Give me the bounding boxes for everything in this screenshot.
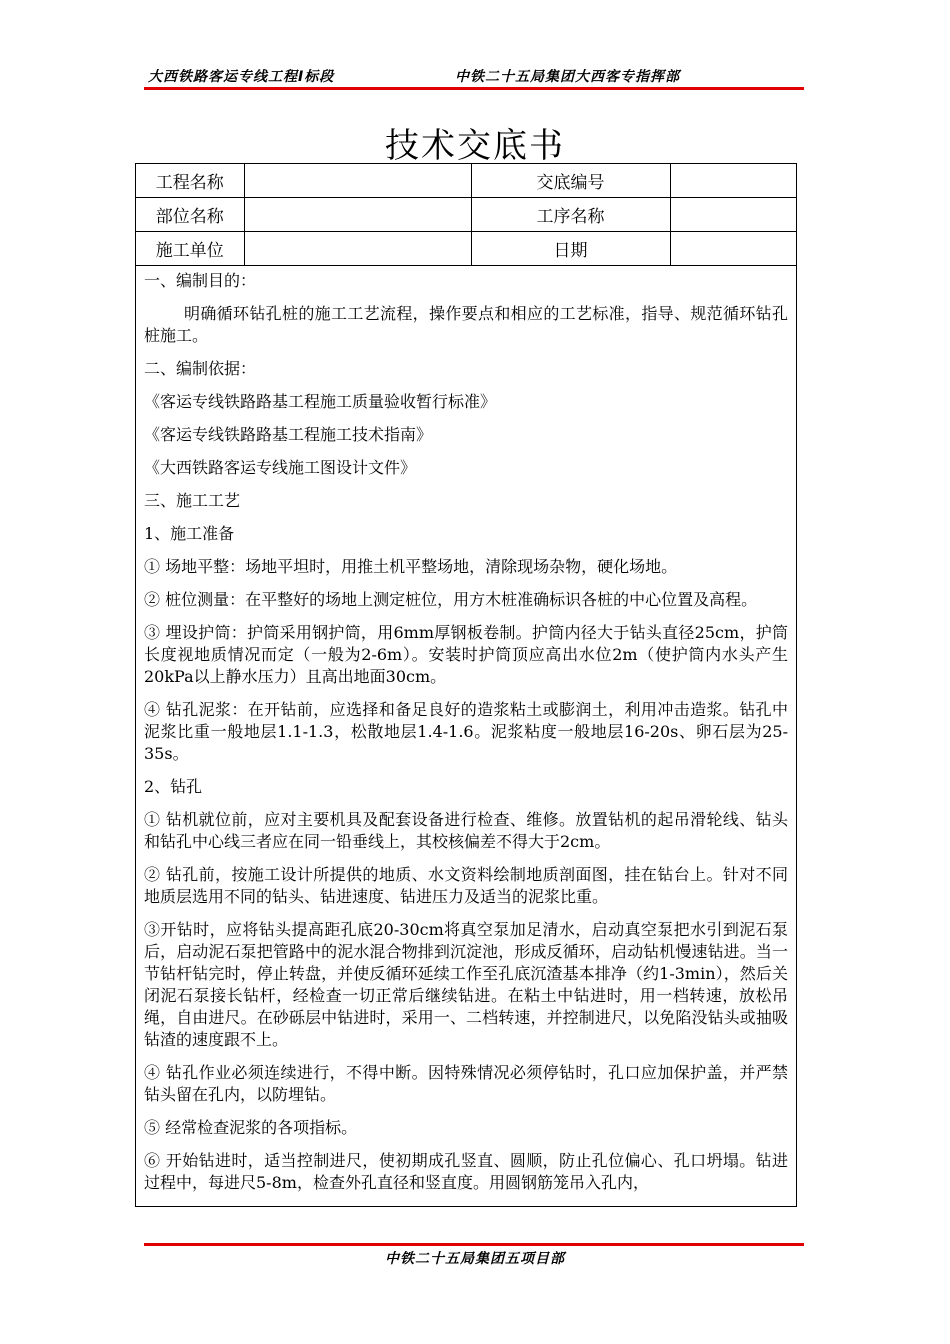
- list-item: ① 场地平整：场地平坦时，用推土机平整场地，清除现场杂物，硬化场地。: [144, 557, 678, 576]
- date-label: 日期: [471, 232, 670, 266]
- subsection-heading: 1、施工准备: [144, 524, 235, 543]
- list-item: ⑤ 经常检查泥浆的各项指标。: [144, 1118, 358, 1137]
- disclosure-no-label: 交底编号: [471, 164, 670, 198]
- info-row-1: [136, 164, 796, 198]
- date-value[interactable]: [670, 232, 796, 266]
- footer-divider: [144, 1243, 804, 1246]
- reference-item: 《客运专线铁路路基工程施工质量验收暂行标准》: [144, 392, 497, 411]
- disclosure-no-value[interactable]: [670, 164, 796, 198]
- document-frame: [135, 163, 797, 1207]
- info-table: [136, 164, 796, 266]
- section-heading: 三、施工工艺: [144, 491, 241, 510]
- list-item: ④ 钻孔作业必须连续进行，不得中断。因特殊情况必须停钻时，孔口应加保护盖，并严禁钻头留在孔内，以防埋钻。: [144, 1063, 788, 1104]
- process-name-value[interactable]: [670, 198, 796, 232]
- part-name-value[interactable]: [244, 198, 471, 232]
- paragraph: 明确循环钻孔桩的施工工艺流程，操作要点和相应的工艺标准，指导、规范循环钻孔桩施工。: [144, 304, 788, 345]
- project-name-value[interactable]: [244, 164, 471, 198]
- construction-unit-value[interactable]: [244, 232, 471, 266]
- list-item: ② 钻孔前，按施工设计所提供的地质、水文资料绘制地质剖面图，挂在钻台上。针对不同地质层选用不同的钻头、钻进速度、钻进压力及适当的泥浆比重。: [144, 865, 788, 906]
- info-row-2: [136, 198, 796, 232]
- header-project-title: 大西铁路客运专线工程Ⅰ标段: [148, 69, 335, 85]
- part-name-label: 部位名称: [136, 198, 244, 232]
- subsection-heading: 2、钻孔: [144, 777, 203, 796]
- reference-item: 《客运专线铁路路基工程施工技术指南》: [144, 425, 433, 444]
- list-item: ② 桩位测量：在平整好的场地上测定桩位，用方木桩准确标识各桩的中心位置及高程。: [144, 590, 758, 609]
- disclosure-content: [136, 266, 796, 1194]
- construction-unit-label: 施工单位: [136, 232, 244, 266]
- list-item: ④ 钻孔泥浆：在开钻前，应选择和备足良好的造浆粘土或膨润土，利用冲击造浆。钻孔中泥浆比重一般地层1.1-1.3，松散地层1.4-1.6。泥浆粘度一般地层16-20s、卵石层为25-35s。: [144, 700, 788, 763]
- project-name-label: 工程名称: [136, 164, 244, 198]
- header-divider: [144, 87, 804, 90]
- info-row-3: [136, 232, 796, 266]
- list-item: ⑥ 开始钻进时，适当控制进尺，使初期成孔竖直、圆顺，防止孔位偏心、孔口坍塌。钻进过程中，每进尺5-8m，检查外孔直径和竖直度。用圆钢筋笼吊入孔内，: [144, 1151, 788, 1192]
- document-title: 技术交底书: [385, 126, 565, 166]
- reference-item: 《大西铁路客运专线施工图设计文件》: [144, 458, 417, 477]
- list-item: ③开钻时，应将钻头提高距孔底20-30cm将真空泵加足清水，启动真空泵把水引到泥石泵后，启动泥石泵把管路中的泥水混合物排到沉淀池，形成反循环，启动钻机慢速钻进。当一节钻杆钻完时，停止转盘，并使反循环延续工作至孔底沉渣基本排净（约1-3min），然后关闭泥石泵接长钻杆，经检查一切正常后继续钻进。在粘土中钻进时，用一档转速，放松吊绳，自由进尺。在砂砾层中钻进时，采用一、二档转速，并控制进尺，以免陷没钻头或抽吸钻渣的速度跟不上。: [144, 920, 788, 1049]
- header-company-title: 中铁二十五局集团大西客专指挥部: [455, 69, 680, 85]
- footer-text: 中铁二十五局集团五项目部: [385, 1251, 565, 1267]
- list-item: ③ 埋设护筒：护筒采用钢护筒，用6mm厚钢板卷制。护筒内径大于钻头直径25cm，护筒长度视地质情况而定（一般为2-6m）。安装时护筒顶应高出水位2m（使护筒内水头产生20kPa以上静水压力）且高出地面30cm。: [144, 623, 788, 686]
- process-name-label: 工序名称: [471, 198, 670, 232]
- section-heading: 一、编制目的：: [144, 271, 257, 290]
- section-heading: 二、编制依据：: [144, 359, 257, 378]
- list-item: ① 钻机就位前，应对主要机具及配套设备进行检查、维修。放置钻机的起吊滑轮线、钻头和钻孔中心线三者应在同一铅垂线上，其校核偏差不得大于2cm。: [144, 810, 788, 851]
